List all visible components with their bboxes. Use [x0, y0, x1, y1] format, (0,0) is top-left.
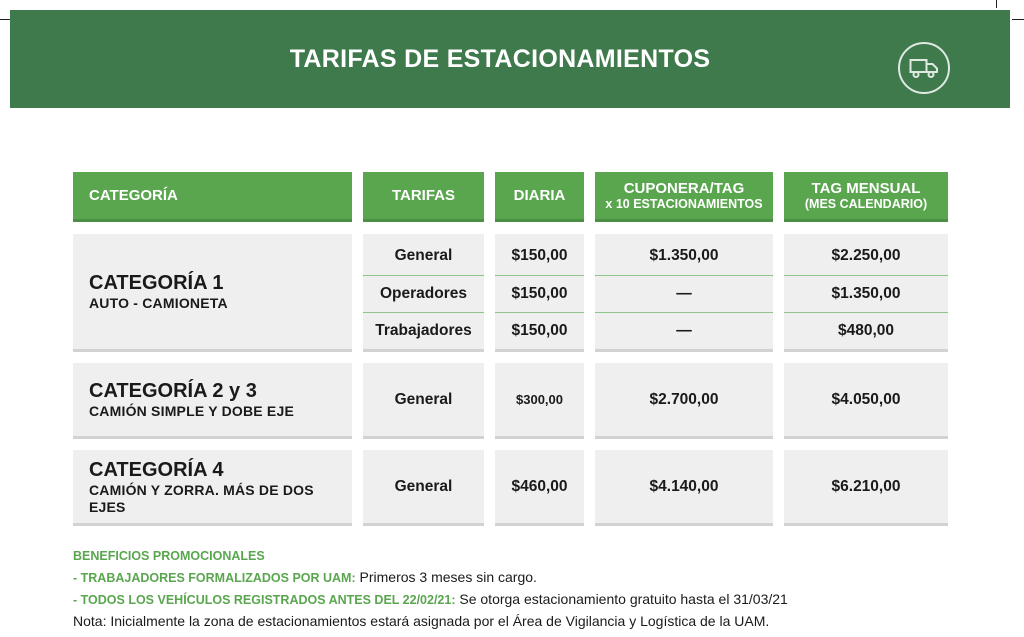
rate-type-general: General: [394, 247, 453, 264]
daily-price: $150,00: [511, 247, 568, 264]
title-banner: [10, 10, 1010, 108]
category-subtitle: AUTO - CAMIONETA: [89, 295, 228, 311]
category-subtitle: CAMIÓN SIMPLE Y DOBE EJE: [89, 403, 294, 419]
rate-type-general: General: [394, 390, 453, 408]
coupon-price: —: [676, 322, 692, 339]
rate-type-trabajadores: Trabajadores: [375, 322, 472, 339]
note-text: Se otorga estacionamiento gratuito hasta el 31/03/21: [455, 591, 788, 607]
column-header-diaria: DIARIA: [495, 172, 584, 222]
page-title: TARIFAS DE ESTACIONAMIENTOS: [289, 44, 711, 73]
note-text: Primeros 3 meses sin cargo.: [355, 569, 537, 585]
category-title: CATEGORÍA 2 y 3: [89, 380, 257, 402]
monthly-tag-price: $6.210,00: [831, 477, 901, 495]
monthly-tag-price: $2.250,00: [831, 247, 901, 264]
rate-type-general: General: [394, 477, 453, 495]
daily-price: $150,00: [511, 285, 568, 302]
note-label: - TODOS LOS VEHÍCULOS REGISTRADOS ANTES DEL 22/02/21:: [73, 593, 456, 607]
note-item: [73, 589, 973, 611]
category-title: CATEGORÍA 4: [89, 458, 224, 481]
column-header-tarifas: TARIFAS: [363, 172, 484, 222]
category-title: CATEGORÍA 1: [89, 272, 224, 294]
category-subtitle: CAMIÓN Y ZORRA. MÁS DE DOS EJES: [89, 481, 314, 515]
daily-price: $150,00: [511, 322, 568, 339]
column-header-categoria: CATEGORÍA: [73, 172, 352, 222]
category-1-cell: [73, 234, 352, 352]
coupon-price: $2.700,00: [649, 390, 719, 408]
note-disclaimer: Nota: Inicialmente la zona de estacionamientos estará asignada por el Área de Vigilancia y Logística de la UAM.: [73, 613, 770, 629]
note-label: - TRABAJADORES FORMALIZADOS POR UAM:: [73, 571, 356, 585]
note-item: [73, 567, 973, 589]
category-4-cell: [73, 450, 352, 526]
notes-section: [73, 546, 973, 632]
crop-mark: [996, 0, 997, 8]
category-2-3-cell: [73, 363, 352, 439]
monthly-tag-price: $4.050,00: [831, 390, 901, 408]
coupon-price: $1.350,00: [649, 247, 719, 264]
column-header-cuponera: CUPONERA/TAG x 10 ESTACIONAMIENTOS: [595, 172, 773, 222]
column-header-tag-mensual: TAG MENSUAL (MES CALENDARIO): [784, 172, 948, 222]
notes-heading: BENEFICIOS PROMOCIONALES: [73, 549, 265, 563]
rate-type-operadores: Operadores: [379, 285, 467, 302]
crop-mark: [1012, 19, 1024, 20]
coupon-price: $4.140,00: [649, 477, 719, 495]
monthly-tag-price: $480,00: [837, 322, 895, 339]
monthly-tag-price: $1.350,00: [831, 285, 901, 302]
coupon-price: —: [676, 285, 692, 302]
daily-price: $460,00: [511, 477, 568, 495]
daily-price: $300,00: [516, 392, 563, 407]
truck-icon: [898, 42, 950, 94]
